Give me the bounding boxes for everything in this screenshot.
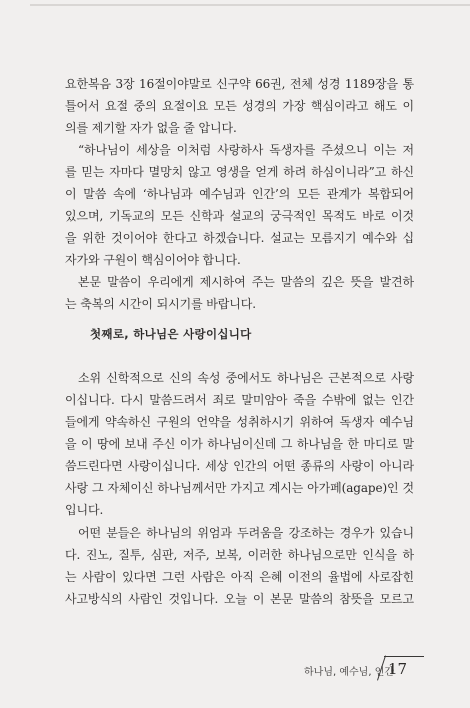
paragraph-4-line-3: 들에게 약속하신 구원의 언약을 성취하시기 위하여 독생자 예수님 xyxy=(65,415,414,429)
paragraph-5-line-1: 어떤 분들은 하나님의 위엄과 두려움을 강조하는 경우가 있습니 xyxy=(78,526,414,540)
paragraph-5-line-3: 는 사람이 있다면 그런 사람은 아직 은혜 이전의 율법에 사로잡힌 xyxy=(65,570,414,584)
paragraph-1-line-1: 요한복음 3장 16절이야말로 신구약 66권, 전체 성경 1189장을 통 xyxy=(65,77,414,91)
paragraph-5-line-2: 다. 진노, 질투, 심판, 저주, 보복, 이러한 하나님으로만 인식을 하 xyxy=(65,548,414,562)
paragraph-1-line-3: 의를 제기할 자가 없을 줄 압니다. xyxy=(65,121,237,135)
paragraph-2-line-4: 있으며, 기독교의 모든 신학과 설교의 궁극적인 목적도 바로 이것 xyxy=(65,209,414,223)
running-title: 하나님, 예수님, 인간 xyxy=(304,667,394,678)
paragraph-4-line-6: 사랑 그 자체이신 하나님께서만 가지고 계시는 아가페(agape)인 것 xyxy=(65,481,414,495)
paragraph-2-line-6: 자가와 구원이 핵심이어야 합니다. xyxy=(65,253,241,267)
paragraph-1-line-2: 틀어서 요절 중의 요절이요 모든 성경의 가장 핵심이라고 해도 이 xyxy=(65,99,414,113)
footer-top-rule xyxy=(384,656,424,657)
paragraph-4-line-4: 을 이 땅에 보내 주신 이가 하나님이신데 그 하나님을 한 마디로 말 xyxy=(65,437,414,451)
top-edge-shadow xyxy=(30,4,470,6)
paragraph-4-line-2: 이십니다. 다시 말씀드려서 죄로 말미암아 죽을 수밖에 없는 인간 xyxy=(65,393,414,407)
paragraph-2-line-1: “하나님이 세상을 이처럼 사랑하사 독생자를 주셨으니 이는 저 xyxy=(78,143,414,157)
paragraph-2-line-3: 이 말씀 속에 ‘하나님과 예수님과 인간’의 모든 관계가 복합되어 xyxy=(65,187,414,201)
paragraph-2-line-5: 을 위한 것이어야 한다고 하겠습니다. 설교는 모름지기 예수와 십 xyxy=(65,231,414,245)
paragraph-3-line-1: 본문 말씀이 우리에게 제시하여 주는 말씀의 깊은 뜻을 발견하 xyxy=(78,275,414,289)
paragraph-5-line-4: 사고방식의 사람인 것입니다. 오늘 이 본문 말씀의 참뜻을 모르고 xyxy=(65,592,414,606)
paragraph-4-line-7: 입니다. xyxy=(65,503,104,517)
paragraph-4-line-1: 소위 신학적으로 신의 속성 중에서도 하나님은 근본적으로 사랑 xyxy=(78,371,414,385)
paragraph-3-line-2: 는 축복의 시간이 되시기를 바랍니다. xyxy=(65,297,256,311)
page-number: 17 xyxy=(388,660,408,678)
paragraph-2-line-2: 를 믿는 자마다 멸망치 않고 영생을 얻게 하려 하심이니라”고 하신 xyxy=(65,165,414,179)
paragraph-4-line-5: 씀드린다면 사랑이십니다. 세상 인간의 어떤 종류의 사랑이 아니라 xyxy=(65,459,414,473)
section-heading: 첫째로, 하나님은 사랑이십니다 xyxy=(90,327,252,341)
